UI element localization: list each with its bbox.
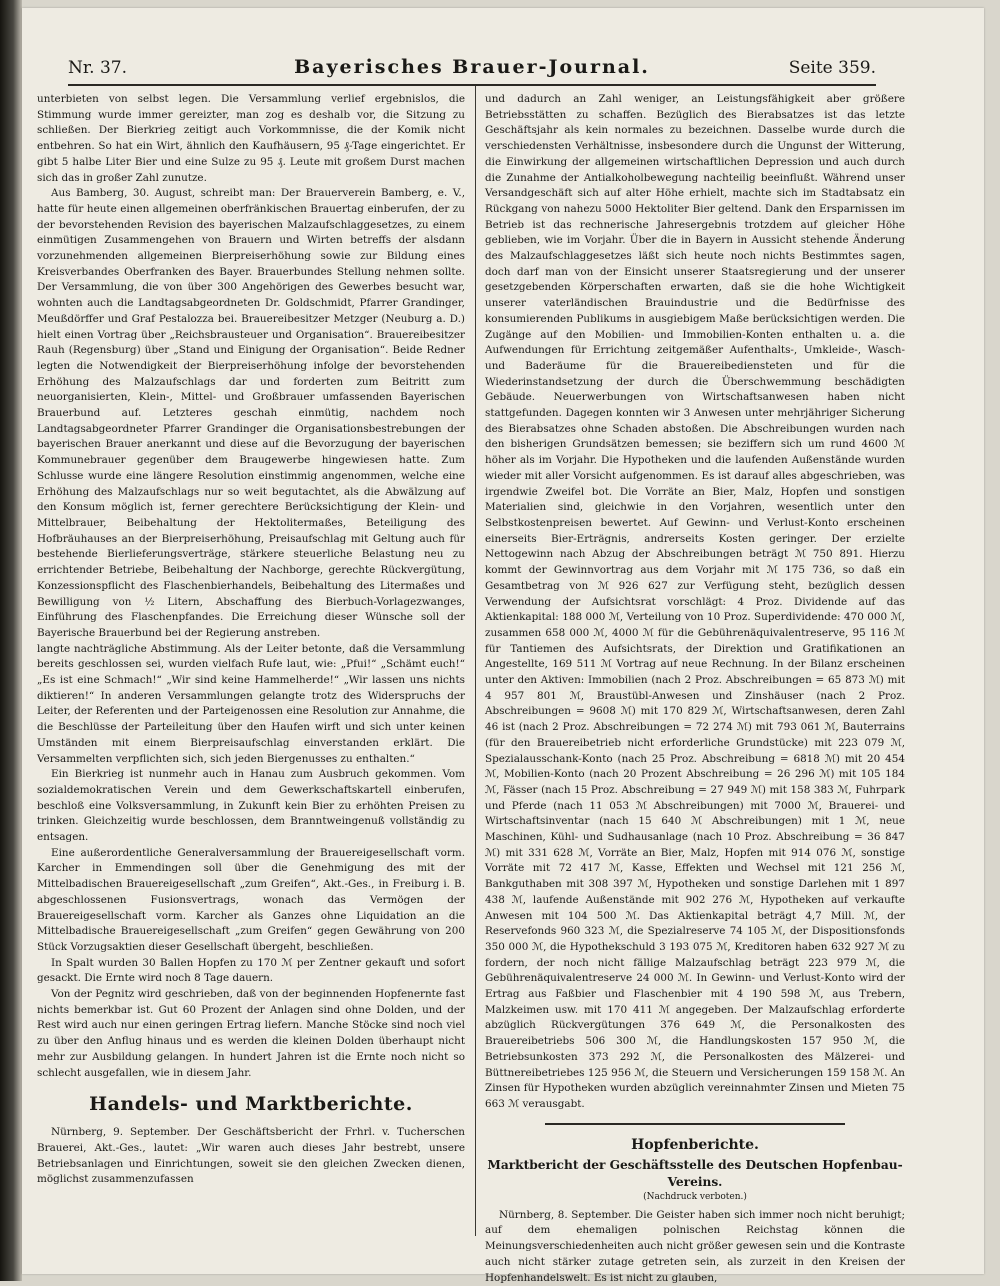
market-report-paragraph: Nürnberg, 9. September. Der Geschäftsbericht der Frhrl. v. Tucherschen Brauerei, Akt.-Ges., lautet: „Wir waren auch dieses Jahr bestrebt, unsere Betriebsanlagen und Einrichtungen, soweit sie den gleichen Zwecken dienen, möglichst zusammenzufassen (37, 1126, 465, 1186)
hops-heading: Hopfenberichte. (631, 1136, 759, 1153)
paragraph: Von der Pegnitz wird geschrieben, daß von der beginnenden Hopfenernte fast nichts bemerkbar ist. Gut 60 Prozent der Anlagen sind ohne Dolden, und der Rest wird auch nur einen geringen Ertrag liefern. Manche Stöcke sind noch viel zu über den Anflug hinaus und es werden die kleinen Dolden überhaupt nicht mehr zur Ausbildung gelangen. In hundert Jahren ist die Ernte noch nicht so schlecht ausgefallen, wie in diesem Jahr. (37, 988, 465, 1079)
reprint-note: (Nachdruck verboten.) (643, 1191, 747, 1202)
section-rule (545, 1123, 845, 1125)
paragraph: Eine außerordentliche Generalversammlung der Brauereigesellschaft vorm. Karcher in Emmendingen soll über die Genehmigung des mit der Mittelbadischen Brauereigesellschaft „zum Greifen“, Akt.-Ges., in Freiburg i. B. abgeschlossenen Fusionsvertrags, wonach das Vermögen der Brauereigesellschaft vorm. Karcher als Ganzes ohne Liquidation an die Mittelbadische Brauereigesellschaft „zum Greifen“ gegen Gewährung von 200 Stück Vorzugsaktien dieser Gesellschaft übergeht, beschließen. (37, 846, 465, 953)
right-column (485, 92, 905, 1284)
paragraph: unterbieten von selbst legen. Die Versammlung verlief ergebnislos, die Stimmung wurde immer gereizter, man zog es deshalb vor, die Sitzung zu schließen. Der Bierkrieg zeitigt auch Vorkommnisse, die der Komik nicht entbehren. So hat ein Wirt, ähnlich den Kaufhäusern, 95 ₰-Tage eingerichtet. Er gibt 5 halbe Liter Bier und eine Sulze zu 95 ₰. Leute mit großem Durst machen sich das in großer Zahl zunutze. (37, 93, 465, 184)
book-binding-shadow (0, 0, 22, 1281)
paragraph: In Spalt wurden 30 Ballen Hopfen zu 170 ℳ per Zentner gekauft und sofort gesackt. Die Ernte wird noch 8 Tage dauern. (37, 956, 465, 985)
hops-report-paragraph: Nürnberg, 8. September. Die Geister haben sich immer noch nicht beruhigt; auf dem ehemaligen polnischen Reichstag können die Meinungsverschiedenheiten auch nicht größer gewesen sein und die Kontraste auch nicht stärker zutage getreten sein, als zurzeit in den Kreisen der Hopfenhandelswelt. Es ist nicht zu glauben, (485, 1208, 905, 1284)
paragraph: und dadurch an Zahl weniger, an Leistungsfähigkeit aber größere Betriebsstätten zu schaffen. Bezüglich des Bierabsatzes ist das letzte Geschäftsjahr als kein normales zu bezeichnen. Dasselbe wurde durch die verschiedensten Verhältnisse, insbesondere durch die Ungunst der Witterung, die Einwirkung der allgemeinen wirtschaftlichen Depression und auch durch die Zunahme der Antialkoholbewegung nachteilig beeinflußt. Während unser Versandgeschäft sich auf alter Höhe erhielt, machte sich im Stadtabsatz ein Rückgang von nahezu 5000 Hektoliter Bier geltend. Dank den Ersparnissen im Betrieb ist das rechnerische Jahresergebnis trotzdem auf gleicher Höhe geblieben, wie im Vorjahr. Über die in Bayern in Aussicht stehende Änderung des Malzaufschlaggesetzes läßt sich heute noch nichts Bestimmtes sagen, doch darf man von der Einsicht unserer Staatsregierung und der unserer gesetzgebenden Körperschaften erwarten, daß sie die hohe Wichtigkeit unserer vaterländischen Brauindustrie und die Bedürfnisse des konsumierenden Publikums in ausgiebigem Maße berücksichtigen werden. Die Zugänge auf den Mobilien- und Immobilien-Konten enthalten u. a. die Aufwendungen für Errichtung zeitgemäßer Aufenthalts-, Umkleide-, Wasch- und Baderäume für die Brauereibediensteten und für die Wiederinstandsetzung der durch die Überschwemmung beschädigten Gebäude. Neuerwerbungen von Wirtschaftsanwesen haben nicht stattgefunden. Dagegen konnten wir 3 Anwesen unter mehrjähriger Sicherung des Bierabsatzes ohne Schaden abstoßen. Die Abschreibungen wurden nach den bisherigen Grundsätzen bemessen; sie beziffern sich um rund 4600 ℳ höher als im Vorjahr. Die Hypotheken und die laufenden Außenstände wurden wieder mit aller Vorsicht aufgenommen. Es ist darauf alles abgeschrieben, was irgendwie Zweifel bot. Die Vorräte an Bier, Malz, Hopfen und sonstigen Materialien sind, gleichwie in den Vorjahren, wesentlich unter den Selbstkostenpreisen bewertet. Auf Gewinn- und Verlust-Konto erscheinen einerseits Bier-Erträgnis, andrerseits Kosten geringer. Der erzielte Nettogewinn nach Abzug der Abschreibungen beträgt ℳ 750 891. Hierzu kommt der Gewinnvortrag aus dem Vorjahr mit ℳ 175 736, so daß ein Gesamtbetrag von ℳ 926 627 zur Verfügung steht, bezüglich dessen Verwendung der Aufsichtsrat vorschlägt: 4 Proz. Dividende auf das Aktienkapital: 188 000 ℳ, Verteilung von 10 Proz. Superdividende: 470 000 ℳ, zusammen 658 000 ℳ, 4000 ℳ für die Gebührenäquivalentreserve, 95 116 ℳ für Tantiemen des Aufsichtsrats, der Direktion und Gratifikationen an Angestellte, 169 511 ℳ Vortrag auf neue Rechnung. In der Bilanz erscheinen unter den Aktiven: Immobilien (nach 2 Proz. Abschreibungen = 65 873 ℳ) mit 4 957 801 ℳ, Braustübl-Anwesen und Zinshäuser (nach 2 Proz. Abschreibungen = 9608 ℳ) mit 170 829 ℳ, Wirtschaftsanwesen, deren Zahl 46 ist (nach 2 Proz. Abschreibungen = 72 274 ℳ) mit 793 061 ℳ, Bauterrains (für den Brauereibetrieb nicht erforderliche Grundstücke) mit 223 079 ℳ, Spezialausschank-Konto (nach 25 Proz. Abschreibung = 6818 ℳ) mit 20 454 ℳ, Mobilien-Konto (nach 20 Prozent Abschreibung = 26 296 ℳ) mit 105 184 ℳ, Fässer (nach 15 Proz. Abschreibung = 27 949 ℳ) mit 158 383 ℳ, Fuhrpark und Pferde (nach 11 053 ℳ Abschreibungen) mit 7000 ℳ, Brauerei- und Wirtschaftsinventar (nach 15 640 ℳ Abschreibungen) mit 1 ℳ, neue Maschinen, Kühl- und Sudhausanlage (nach 10 Proz. Abschreibung = 36 847 ℳ) mit 331 628 ℳ, Vorräte an Bier, Malz, Hopfen mit 914 076 ℳ, sonstige Vorräte mit 72 417 ℳ, Kasse, Effekten und Wechsel mit 121 256 ℳ, Bankguthaben mit 308 397 ℳ, Hypotheken und sonstige Darlehen mit 1 897 438 ℳ, laufende Außenstände mit 902 276 ℳ, Hypotheken auf verkaufte Anwesen mit 104 500 ℳ. Das Aktienkapital beträgt 4,7 Mill. ℳ, der Reservefonds 960 323 ℳ, die Spezialreserve 74 105 ℳ, der Dispositionsfonds 350 000 ℳ, die Hypothekschuld 3 193 075 ℳ, Kreditoren haben 632 927 ℳ zu fordern, der noch nicht fällige Malzaufschlag beträgt 223 979 ℳ, die Gebührenäquivalentreserve 24 000 ℳ. In Gewinn- und Verlust-Konto wird der Ertrag aus Faßbier und Flaschenbier mit 4 190 598 ℳ, aus Trebern, Malzkeimen usw. mit 170 411 ℳ angegeben. Der Malzaufschlag erforderte abzüglich Rückvergütungen 376 649 ℳ, die Personalkosten des Brauereibetriebs 506 300 ℳ, die Handlungskosten 157 950 ℳ, die Betriebsunkosten 373 292 ℳ, die Personalkosten des Mälzerei- und Büttnereibetriebes 125 956 ℳ, die Steuern und Versicherungen 159 158 ℳ. An Zinsen für Hypotheken wurden abzüglich vereinnahmter Zinsen und Mieten 75 663 ℳ verausgabt. (485, 93, 905, 1110)
page-number: Seite 359. (788, 58, 876, 78)
paragraph: Aus Bamberg, 30. August, schreibt man: Der Brauerverein Bamberg, e. V., hatte für heute einen allgemeinen oberfränkischen Brauertag einberufen, der zu der bevorstehenden Revision des bayerischen Malzaufschlaggesetzes, zu einem einmütigen Zusammengehen von Brauern und Wirten betreffs der alsdann vorzunehmenden allgemeinen Bierpreiserhöhung sowie zur Bildung eines Kreisverbandes Oberfranken des Bayer. Brauerbundes Stellung nehmen sollte. Der Versammlung, die von über 300 Angehörigen des Gewerbes besucht war, wohnten auch die Landtagsabgeordneten Dr. Goldschmidt, Pfarrer Grandinger, Meußdörffer und Graf Pestalozza bei. Brauereibesitzer Metzger (Neuburg a. D.) hielt einen Vortrag über „Reichsbrausteuer und Organisation“. Brauereibesitzer Rauh (Regensburg) über „Stand und Einigung der Organisation“. Beide Redner legten die Notwendigkeit der Bierpreiserhöhung infolge der bevorstehenden Erhöhung des Malzaufschlags dar und forderten zum Beitritt zum neuorganisierten, Klein-, Mittel- und Großbrauer umfassenden Bayerischen Brauerbund auf. Letzteres geschah einmütig, nachdem noch Landtagsabgeordneter Pfarrer Grandinger die Organisationsbestrebungen der bayerischen Brauer anerkannt und diese auf die Bevorzugung der bayerischen Kommunebrauer gegenüber dem Braugewerbe hingewiesen hatte. Zum Schlusse wurde eine längere Resolution einstimmig angenommen, welche eine Erhöhung des Malzaufschlags nur so weit begutachtet, als die Abwälzung auf den Konsum möglich ist, ferner gerechtere Berücksichtigung der Klein- und Mittelbrauer, Beibehaltung der Hektolitermaßes, Beteiligung des Hofbräuhauses an der Bierpreiserhöhung, Preisaufschlag mit Geltung auch für bestehende Bierlieferungsverträge, stärkere steuerliche Belastung neu zu errichtender Betriebe, Beibehaltung der Nachborge, gerechte Rückvergütung, Konzessionspflicht des Flaschenbierhandels, Beibehaltung des Litermaßes und Bewilligung von ½ Litern, Abschaffung des Bierbuch-Vorlagezwanges, Einführung des Flaschenpfandes. Die Erreichung dieser Wünsche soll der Bayerische Brauerbund bei der Regierung anstreben. (37, 187, 465, 639)
page-header (68, 52, 876, 82)
section-heading: Handels- und Marktberichte. (89, 1093, 413, 1116)
paragraph: Ein Bierkrieg ist nunmehr auch in Hanau zum Ausbruch gekommen. Vom sozialdemokratischen Verein und dem Gewerkschaftskartell einberufen, beschloß eine Volksversammlung, in Zukunft kein Bier zu erhöhten Preisen zu trinken. Gleichzeitig wurde beschlossen, dem Branntweingenuß vollständig zu entsagen. (37, 768, 465, 844)
header-rule (68, 84, 876, 86)
journal-title: Bayerisches Brauer-Journal. (294, 56, 650, 78)
paragraph: langte nachträgliche Abstimmung. Als der Leiter betonte, daß die Versammlung bereits geschlossen sei, wurden vielfach Rufe laut, wie: „Pfui!“ „Schämt euch!“ „Es ist eine Schmach!“ „Wir sind keine Hammelherde!“ „Wir lassen uns nichts diktieren!“ In anderen Versammlungen gelangte trotz des Widerspruchs der Leiter, der Referenten und der Parteigenossen eine Resolution zur Annahme, die die Beschlüsse der Parteileitung über den Haufen wirft und sich unter keinen Umständen mit einem Bierpreisaufschlag einverstanden erklärt. Die Versammelten verpflichten sich, sich jeden Biergenusses zu enthalten.“ (37, 642, 465, 765)
column-divider (475, 86, 476, 1236)
left-column (37, 92, 465, 1232)
issue-number: Nr. 37. (68, 58, 127, 78)
report-heading: Marktbericht der Geschäftsstelle des Deutschen Hopfenbau-Vereins. (487, 1157, 903, 1189)
